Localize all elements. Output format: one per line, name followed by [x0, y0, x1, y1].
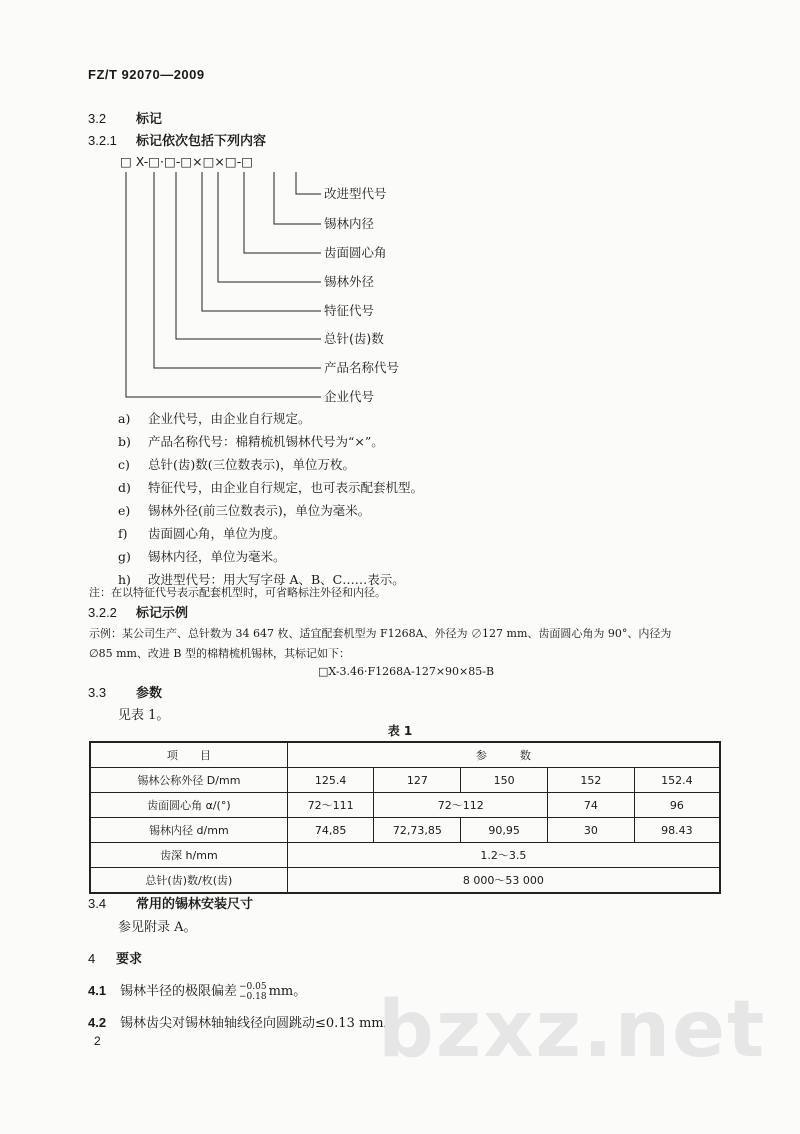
table-cell: 125.4	[287, 768, 374, 793]
example-text-line-2: ∅85 mm、改进 B 型的棉精梳机锡林，其标记如下：	[89, 647, 351, 660]
designation-diagram	[116, 150, 436, 405]
see-table-text: 见表 1。	[118, 708, 170, 723]
tolerance-fraction: −0.05 −0.18	[239, 981, 267, 1002]
clause-unit: mm。	[268, 984, 307, 999]
list-item: b) 产品名称代号：棉精梳机锡林代号为“×”。	[118, 434, 384, 449]
watermark: bzxz.net	[378, 985, 767, 1075]
list-item: c) 总针(齿)数(三位数表示)，单位万枚。	[118, 457, 356, 472]
table-cell: 152	[548, 768, 635, 793]
note: 注：在以特征代号表示配套机型时，可省略标注外径和内径。	[89, 586, 386, 599]
label-product-name-code: 产品名称代号	[324, 360, 400, 375]
standard-number: FZ/T 92070—2009	[88, 67, 205, 82]
section-number: 3.3	[88, 685, 107, 700]
list-item: g) 锡林内径，单位为毫米。	[118, 549, 286, 564]
section-title: 标记	[136, 112, 163, 127]
section-3-2-1-heading	[88, 130, 266, 149]
parameter-table	[89, 741, 721, 894]
section-title: 参数	[136, 686, 163, 701]
list-item: h) 改进型代号：用大写字母 A、B、C……表示。	[118, 572, 405, 587]
section-number: 3.2.2	[88, 605, 117, 620]
section-3-2-2-heading	[88, 602, 188, 621]
section-3-2-heading	[88, 108, 162, 127]
label-tooth-face-angle: 齿面圆心角	[324, 245, 387, 260]
see-annex-text: 参见附录 A。	[118, 920, 197, 935]
label-total-needle-count: 总针(齿)数	[324, 331, 384, 346]
table-cell: 74	[548, 793, 635, 818]
clause-4-1	[88, 980, 306, 1002]
label-improved-type-code: 改进型代号	[324, 186, 387, 201]
table-caption: 表 1	[387, 724, 413, 738]
leader-lines	[126, 172, 321, 397]
table-row	[90, 868, 720, 894]
row-label: 齿面圆心角 α/(°)	[90, 793, 287, 818]
table-cell: 150	[461, 768, 548, 793]
table-cell: 72～111	[287, 793, 374, 818]
section-4-heading	[88, 948, 142, 967]
label-feature-code: 特征代号	[324, 303, 375, 318]
table-row	[90, 843, 720, 868]
list-item: f) 齿面圆心角，单位为度。	[118, 526, 286, 541]
section-title: 标记依次包括下列内容	[136, 134, 267, 149]
table-cell: 1.2～3.5	[287, 843, 720, 868]
clause-text: 锡林齿尖对锡林轴轴线径向圆跳动≤0.13 mm。	[120, 1016, 397, 1031]
section-title: 常用的锡林安装尺寸	[136, 897, 254, 912]
section-number: 3.4	[88, 896, 107, 911]
table-row	[90, 768, 720, 793]
page-number: 2	[94, 1034, 101, 1048]
label-outer-diameter: 锡林外径	[324, 274, 375, 289]
row-label: 锡林公称外径 D/mm	[90, 768, 287, 793]
section-number: 3.2.1	[88, 133, 117, 148]
list-item: a) 企业代号，由企业自行规定。	[118, 411, 311, 426]
example-text-line-1: 示例：某公司生产、总针数为 34 647 枚、适宜配套机型为 F1268A、外径为 ∅127 mm、齿面圆心角为 90°、内径为	[89, 627, 672, 640]
clause-text: 锡林半径的极限偏差	[120, 984, 238, 999]
table-cell: 74,85	[287, 818, 374, 843]
clause-number: 4.1	[88, 983, 107, 998]
list-item: d) 特征代号，由企业自行规定，也可表示配套机型。	[118, 480, 424, 495]
section-title: 标记示例	[136, 606, 189, 621]
table-cell: 152.4	[634, 768, 720, 793]
header-parameters: 参 数	[287, 742, 720, 768]
list-item: e) 锡林外径(前三位数表示)，单位为毫米。	[118, 503, 371, 518]
table-row	[90, 818, 720, 843]
table-cell: 30	[548, 818, 635, 843]
header-item: 项 目	[90, 742, 287, 768]
row-label: 总针(齿)数/枚(齿)	[90, 868, 287, 894]
section-3-4-heading	[88, 893, 253, 912]
table-cell: 96	[634, 793, 720, 818]
section-3-3-heading	[88, 682, 162, 701]
row-label: 锡林内径 d/mm	[90, 818, 287, 843]
section-title: 要求	[116, 952, 143, 967]
clause-4-2	[88, 1012, 397, 1031]
designation-template: □ X-□·□-□×□×□-□	[120, 154, 254, 169]
table-cell: 8 000～53 000	[287, 868, 720, 894]
table-cell: 72～112	[374, 793, 548, 818]
example-designation: □X-3.46·F1268A-127×90×85-B	[318, 665, 495, 678]
table-cell: 90,95	[461, 818, 548, 843]
label-enterprise-code: 企业代号	[324, 389, 375, 404]
row-label: 齿深 h/mm	[90, 843, 287, 868]
clause-number: 4.2	[88, 1015, 107, 1030]
table-cell: 127	[374, 768, 461, 793]
table-header-row	[90, 742, 720, 768]
label-inner-diameter: 锡林内径	[324, 216, 375, 231]
table-cell: 98.43	[634, 818, 720, 843]
section-number: 4	[88, 951, 96, 966]
table-cell: 72,73,85	[374, 818, 461, 843]
table-row	[90, 793, 720, 818]
section-number: 3.2	[88, 111, 107, 126]
